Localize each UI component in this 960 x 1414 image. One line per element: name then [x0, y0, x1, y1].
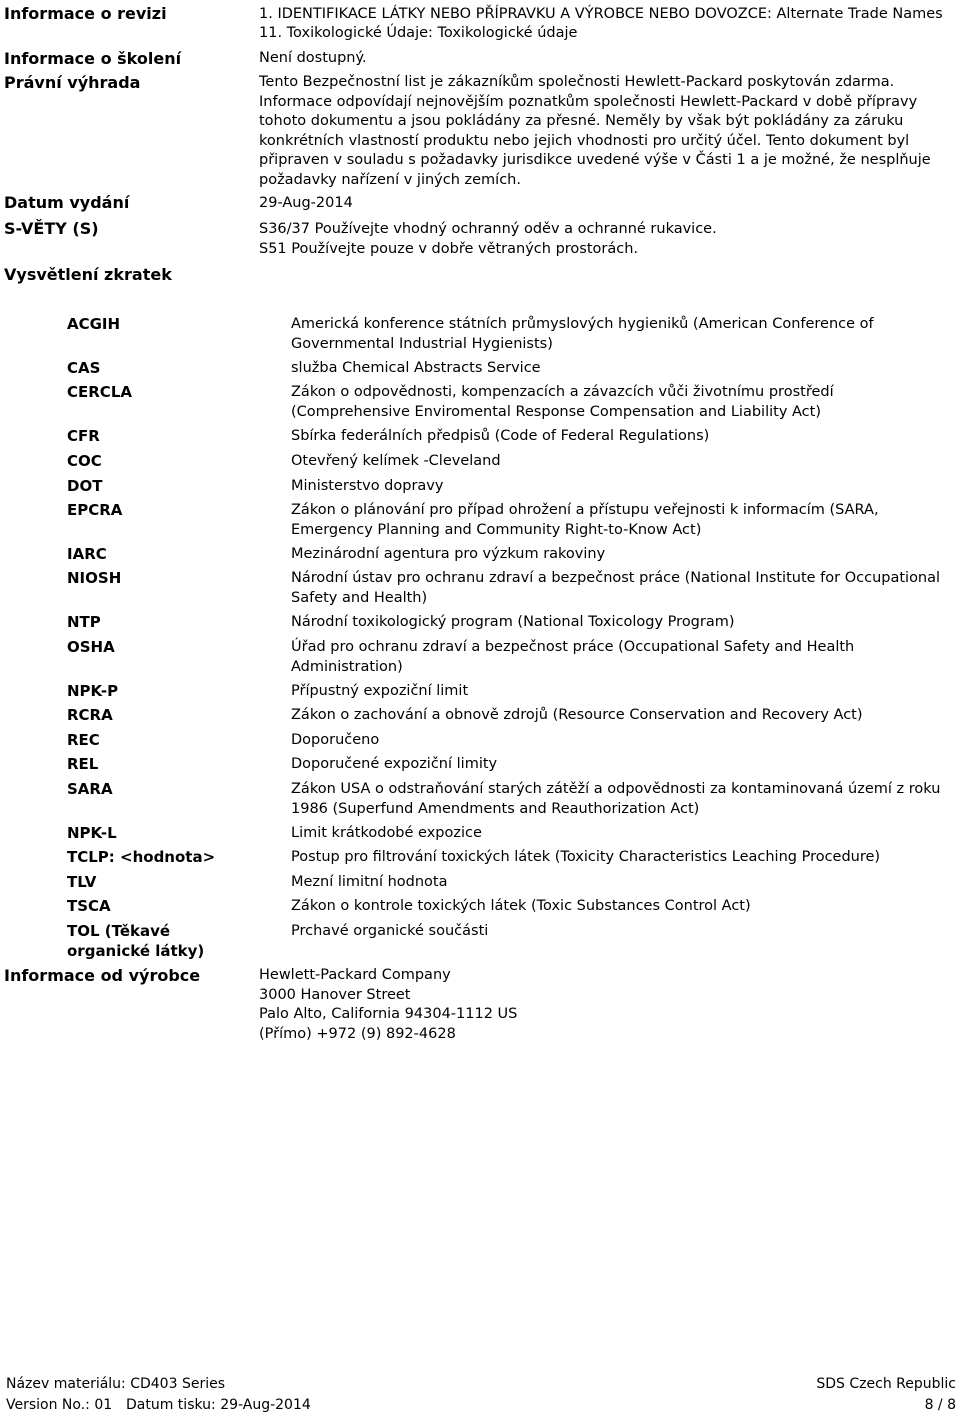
abbreviation-definition: Zákon o plánování pro případ ohrožení a přístupu veřejnosti k informacím (SARA, Emergency Planning and Community Right-to-Know Act) [291, 502, 879, 538]
abbreviation-definition: Národní ústav pro ochranu zdraví a bezpečnost práce (National Institute for Occupational Safety and Health) [291, 570, 941, 606]
abbreviation-term: TSCA [67, 897, 111, 915]
abbreviation-definition: Otevřený kelímek -Cleveland [291, 453, 501, 469]
issue-date-value: 29-Aug-2014 [259, 195, 353, 211]
footer-version: Version No.: 01 [6, 1397, 113, 1413]
abbreviation-term: REL [67, 755, 99, 773]
abbreviation-definition: Zákon o kontrole toxických látek (Toxic Substances Control Act) [291, 898, 751, 914]
training-text: Není dostupný. [259, 50, 367, 66]
abbreviation-definition: Zákon o odpovědnosti, kompenzacích a závazcích vůči životnímu prostředí (Comprehensive Enviromental Response Compensation and Liability Act) [291, 384, 834, 420]
abbreviation-term: CFR [67, 427, 100, 445]
abbreviation-term: SARA [67, 780, 113, 798]
abbreviation-term: COC [67, 452, 102, 470]
abbreviation-definition: Přípustný expoziční limit [291, 683, 469, 699]
s-phrase-line-1: S36/37 Používejte vhodný ochranný oděv a ochranné rukavice. [259, 221, 717, 237]
abbreviation-definition: Postup pro filtrování toxických látek (Toxicity Characteristics Leaching Procedure) [291, 849, 881, 865]
label-disclaimer: Právní výhrada [4, 73, 141, 92]
manufacturer-line: Palo Alto, California 94304-1112 US [259, 1006, 518, 1022]
abbreviation-term: NPK-P [67, 682, 119, 700]
footer-material-name: Název materiálu: CD403 Series [6, 1376, 226, 1392]
abbreviation-term: TOL (Těkavé organické látky) [67, 922, 205, 960]
abbreviation-definition: Ministerstvo dopravy [291, 478, 444, 494]
manufacturer-line: 3000 Hanover Street [259, 986, 411, 1003]
abbreviation-definition: Limit krátkodobé expozice [291, 825, 482, 841]
abbreviation-term: NIOSH [67, 569, 122, 587]
abbreviation-definition: Prchavé organické součásti [291, 923, 489, 939]
abbreviation-definition: Mezní limitní hodnota [291, 874, 448, 890]
abbreviation-definition: Sbírka federálních předpisů (Code of Federal Regulations) [291, 428, 710, 444]
abbreviation-definition: služba Chemical Abstracts Service [291, 360, 541, 376]
abbreviation-term: NPK-L [67, 824, 117, 842]
abbreviation-term: DOT [67, 477, 103, 495]
label-revision: Informace o revizi [4, 4, 167, 23]
label-manufacturer: Informace od výrobce [4, 966, 201, 985]
label-issue-date: Datum vydání [4, 193, 130, 212]
footer-region: SDS Czech Republic [816, 1376, 956, 1392]
manufacturer-line: Hewlett-Packard Company [259, 967, 451, 983]
manufacturer-line: (Přímo) +972 (9) 892-4628 [259, 1025, 456, 1042]
label-abbreviations: Vysvětlení zkratek [4, 265, 172, 284]
abbreviation-definition: Doporučené expoziční limity [291, 756, 498, 772]
abbreviation-term: EPCRA [67, 501, 123, 519]
abbreviation-definition: Zákon USA o odstraňování starých zátěží a odpovědnosti za kontaminovaná území z roku 1986 (Superfund Amendments and Reauthorization Act) [291, 781, 941, 817]
abbreviation-term: CERCLA [67, 383, 132, 401]
abbreviation-definition: Doporučeno [291, 732, 380, 748]
abbreviation-term: CAS [67, 359, 101, 377]
footer-print-date: Datum tisku: 29-Aug-2014 [126, 1397, 311, 1413]
label-training: Informace o školení [4, 49, 182, 68]
abbreviation-definition: Zákon o zachování a obnově zdrojů (Resource Conservation and Recovery Act) [291, 707, 863, 723]
abbreviation-term: REC [67, 731, 100, 749]
disclaimer-text: Tento Bezpečnostní list je zákazníkům společnosti Hewlett-Packard poskytován zdarma. Informace odpovídají nejnovějším poznatkům společnosti Hewlett-Packard v době přípravy tohoto dokumentu a jsou pokládány za přesné. Neměly by však být pokládány za záruku konkrétních vlastností produktu nebo jejich vhodnosti pro určitý účel. Tento dokument byl připraven v souladu s požadavky jurisdikce uvedené výše v Části 1 a je možné, že nesplňuje požadavky nařízení v jiných zemích. [259, 74, 931, 188]
abbreviation-definition: Úřad pro ochranu zdraví a bezpečnost práce (Occupational Safety and Health Administration) [291, 639, 855, 675]
label-s-phrases: S-VĚTY (S) [4, 219, 99, 238]
s-phrase-line-2: S51 Používejte pouze v dobře větraných prostorách. [259, 241, 639, 257]
abbreviation-term: OSHA [67, 638, 115, 656]
abbreviation-term: TLV [67, 873, 97, 891]
abbreviation-term: IARC [67, 545, 107, 563]
abbreviation-term: RCRA [67, 706, 113, 724]
revision-line-1: 1. IDENTIFIKACE LÁTKY NEBO PŘÍPRAVKU A VÝROBCE NEBO DOVOZCE: Alternate Trade Names [259, 6, 943, 22]
abbreviation-term: ACGIH [67, 315, 121, 333]
abbreviation-definition: Národní toxikologický program (National Toxicology Program) [291, 614, 735, 630]
revision-line-2: 11. Toxikologické Údaje: Toxikologické údaje [259, 25, 578, 41]
abbreviation-term: NTP [67, 613, 101, 631]
manufacturer-address [259, 966, 517, 1044]
abbreviation-definition: Americká konference státních průmyslových hygieniků (American Conference of Governmental Industrial Hygienists) [291, 316, 874, 352]
footer-page-number: 8 / 8 [924, 1397, 956, 1413]
abbreviation-term: TCLP: <hodnota> [67, 848, 216, 866]
abbreviation-definition: Mezinárodní agentura pro výzkum rakoviny [291, 546, 606, 562]
